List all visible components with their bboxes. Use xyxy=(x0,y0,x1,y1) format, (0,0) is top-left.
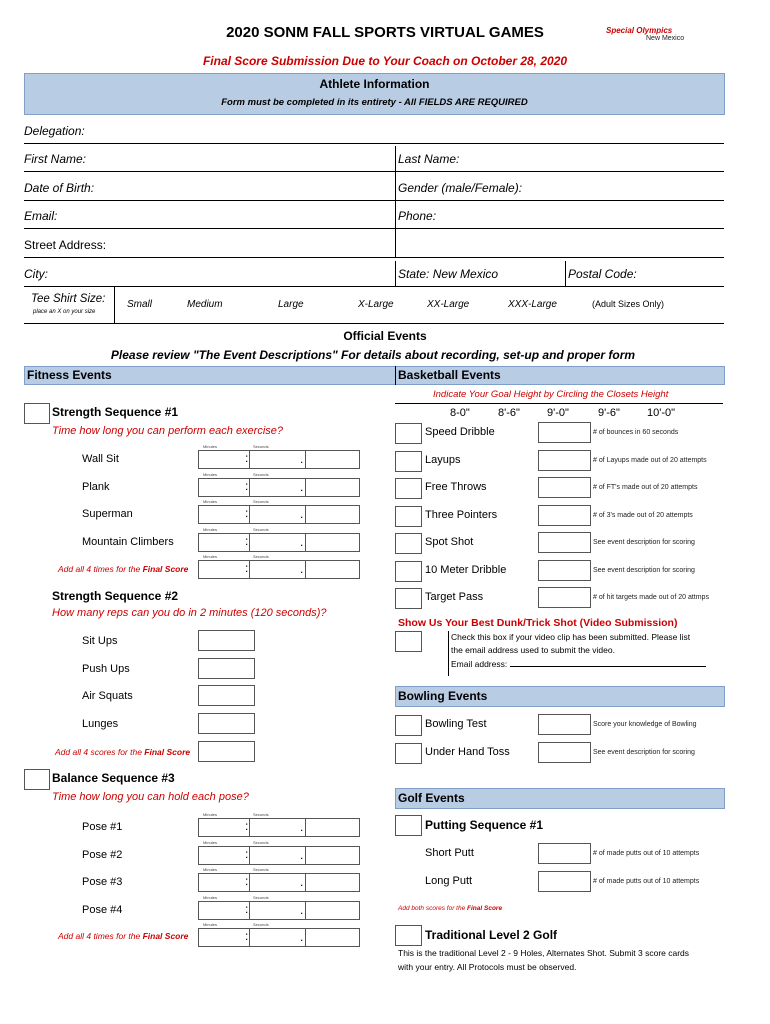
seconds-input[interactable] xyxy=(249,505,307,524)
divider xyxy=(565,261,566,287)
event-name: 10 Meter Dribble xyxy=(425,563,507,576)
bowling-header xyxy=(395,686,725,707)
score-input[interactable] xyxy=(538,422,591,443)
dot-separator: . xyxy=(300,902,304,917)
dob-field[interactable] xyxy=(24,181,724,201)
level2-description xyxy=(398,946,689,974)
first-name-label: First Name: xyxy=(24,152,87,166)
exercise-label: Pose #2 xyxy=(82,848,123,861)
minutes-label: Minutes xyxy=(203,471,218,477)
colon-separator: : xyxy=(245,929,249,943)
dunk-text-2: the email address used to submit the video. xyxy=(451,645,615,655)
height-option[interactable]: 8'-6" xyxy=(498,407,520,419)
reps-input[interactable] xyxy=(198,630,255,651)
dunk-instructions xyxy=(448,631,721,676)
minutes-label: Minutes xyxy=(203,894,218,900)
balance3-prompt: Time how long you can hold each pose? xyxy=(52,791,249,803)
dot-separator: . xyxy=(300,479,304,494)
dot-separator: . xyxy=(300,452,304,466)
dunk-email-label: Email address: xyxy=(451,659,508,669)
golf-both-bold: Final Score xyxy=(467,905,503,912)
seconds-label: Seconds xyxy=(253,499,269,504)
colon-separator: : xyxy=(245,819,249,833)
size-xxlarge[interactable]: XX-Large xyxy=(427,299,470,310)
height-option[interactable]: 9'-0" xyxy=(547,407,569,419)
email-label: Email: xyxy=(24,209,58,223)
exercise-label: Lunges xyxy=(82,718,119,730)
hundredths-input[interactable] xyxy=(305,901,360,920)
reps-input[interactable] xyxy=(198,658,255,679)
minutes-input[interactable] xyxy=(198,450,251,469)
event-name: Free Throws xyxy=(425,481,487,493)
score-input[interactable] xyxy=(538,714,591,735)
state-label: State: New Mexico xyxy=(398,267,499,281)
colon-separator: : xyxy=(245,846,249,861)
tee-shirt-row xyxy=(24,287,724,324)
golf-title: Golf Events xyxy=(398,791,465,805)
seconds-label: Seconds xyxy=(253,444,269,449)
hundredths-input[interactable] xyxy=(305,505,360,524)
tee-shirt-label: Tee Shirt Size: xyxy=(31,293,106,305)
exercise-label: Pose #1 xyxy=(82,821,123,833)
hundredths-input[interactable] xyxy=(305,818,360,837)
score-input[interactable] xyxy=(538,742,591,763)
minutes-input[interactable] xyxy=(198,505,251,524)
score-input[interactable] xyxy=(538,532,591,553)
review-note: Please review "The Event Descriptions" For details about recording, set-up and proper form xyxy=(110,348,636,362)
reps-input[interactable] xyxy=(198,685,255,706)
height-row xyxy=(395,403,723,423)
event-hint: # of made putts out of 10 attempts xyxy=(593,850,700,857)
strength1-checkbox[interactable] xyxy=(24,403,50,424)
putting-checkbox[interactable] xyxy=(395,815,422,836)
last-name-label: Last Name: xyxy=(398,152,460,166)
seconds-input[interactable] xyxy=(249,478,307,497)
event-name: Under Hand Toss xyxy=(425,746,510,758)
balance3-checkbox[interactable] xyxy=(24,769,50,790)
hundredths-input[interactable] xyxy=(305,846,360,865)
event-checkbox[interactable] xyxy=(395,478,422,499)
exercise-label: Mountain Climbers xyxy=(82,535,174,548)
seconds-label: Seconds xyxy=(253,894,269,900)
size-large[interactable]: Large xyxy=(278,299,304,310)
score-input[interactable] xyxy=(538,871,591,892)
seconds-input[interactable] xyxy=(249,928,307,947)
fitness-events-title: Fitness Events xyxy=(27,368,112,382)
colon-separator: : xyxy=(245,874,249,888)
size-small[interactable]: Small xyxy=(127,299,153,310)
strength2-title: Strength Sequence #2 xyxy=(52,589,179,603)
strength1-final-note xyxy=(58,564,188,574)
hundredths-input[interactable] xyxy=(305,450,360,469)
minutes-input[interactable] xyxy=(198,533,251,552)
size-xxxlarge[interactable]: XXX-Large xyxy=(508,299,557,310)
size-options xyxy=(24,299,724,313)
city-label: City: xyxy=(24,267,48,281)
due-date-subtitle: Final Score Submission Due to Your Coach on October 28, 2020 xyxy=(202,54,568,68)
event-hint: Score your knowledge of Bowling xyxy=(593,721,697,728)
event-hint: # of 3's made out of 20 attempts xyxy=(593,511,693,519)
dot-separator: . xyxy=(300,562,304,576)
dob-label: Date of Birth: xyxy=(24,181,95,195)
event-name: Speed Dribble xyxy=(425,426,495,438)
golf-both-text: Add both scores for the xyxy=(398,905,468,912)
score-input[interactable] xyxy=(538,450,591,471)
seconds-label: Seconds xyxy=(253,471,269,477)
logo-line2: New Mexico xyxy=(646,35,685,42)
athlete-info-header xyxy=(24,73,725,115)
event-name: Spot Shot xyxy=(425,536,474,548)
event-hint: # of hit targets made out of 20 attmps xyxy=(593,594,709,601)
strength1-final-text: Add all 4 times for the xyxy=(58,564,143,574)
dunk-email-input[interactable] xyxy=(510,657,706,667)
event-name: Short Putt xyxy=(425,847,474,859)
event-checkbox[interactable] xyxy=(395,588,422,609)
required-note: Form must be completed in its entirety - All FIELDS ARE REQUIRED xyxy=(221,97,528,108)
delegation-label: Delegation: xyxy=(24,124,85,138)
level2-text-1: This is the traditional Level 2 - 9 Holes, Alternates Shot. Submit 3 score cards xyxy=(398,948,690,958)
hundredths-input[interactable] xyxy=(305,533,360,552)
score-input[interactable] xyxy=(538,477,591,498)
athlete-info-title: Athlete Information xyxy=(319,77,430,91)
colon-separator: : xyxy=(245,533,249,548)
balance3-final-note xyxy=(58,931,188,941)
exercise-label: Plank xyxy=(82,480,110,493)
event-name: Layups xyxy=(425,453,461,466)
event-hint: # of FT's made out of 20 attempts xyxy=(593,484,698,491)
colon-separator: : xyxy=(245,451,249,465)
colon-separator: : xyxy=(245,901,249,916)
putting-title: Putting Sequence #1 xyxy=(425,818,544,832)
events-header-bar xyxy=(24,366,725,385)
seconds-label: Seconds xyxy=(253,526,269,532)
postal-label: Postal Code: xyxy=(568,267,637,281)
seconds-input[interactable] xyxy=(249,901,307,920)
seconds-label: Seconds xyxy=(253,867,269,872)
form-title: 2020 SONM FALL SPORTS VIRTUAL GAMES xyxy=(226,24,544,41)
score-input[interactable] xyxy=(538,505,591,526)
divider xyxy=(395,366,396,385)
event-hint: # of made putts out of 10 attempts xyxy=(593,877,700,885)
exercise-label: Sit Ups xyxy=(82,635,118,647)
height-option[interactable]: 10'-0" xyxy=(647,407,676,419)
minutes-input[interactable] xyxy=(198,560,251,579)
reps-input[interactable] xyxy=(198,713,255,734)
golf-both-note xyxy=(398,905,502,912)
first-name-field[interactable] xyxy=(24,152,724,172)
size-medium[interactable]: Medium xyxy=(187,299,223,310)
level2-title: Traditional Level 2 Golf xyxy=(425,928,558,942)
minutes-label: Minutes xyxy=(203,867,218,872)
divider xyxy=(395,261,396,287)
size-xlarge[interactable]: X-Large xyxy=(358,299,394,310)
goal-height-note: Indicate Your Goal Height by Circling the Closets Height xyxy=(433,389,669,400)
street-field[interactable] xyxy=(24,238,724,258)
seconds-label: Seconds xyxy=(253,554,269,559)
minutes-label: Minutes xyxy=(203,839,218,845)
dot-separator: . xyxy=(300,930,304,944)
event-hint: See event description for scoring xyxy=(593,539,695,546)
minutes-input[interactable] xyxy=(198,873,251,892)
tee-shirt-hint: place an X on your size xyxy=(33,309,96,315)
phone-label: Phone: xyxy=(398,209,437,223)
seconds-input[interactable] xyxy=(249,846,307,865)
colon-separator: : xyxy=(245,506,249,520)
minutes-input[interactable] xyxy=(198,901,251,920)
strength1-final-bold: Final Score xyxy=(142,564,189,574)
special-olympics-logo xyxy=(606,26,686,48)
golf-header xyxy=(395,788,725,809)
minutes-label: Minutes xyxy=(203,554,218,559)
bowling-title: Bowling Events xyxy=(398,689,488,703)
adult-sizes-note: (Adult Sizes Only) xyxy=(592,299,665,309)
event-name: Long Putt xyxy=(425,874,473,887)
exercise-label: Air Squats xyxy=(82,690,133,702)
dunk-text-1: Check this box if your video clip has been submitted. Please list xyxy=(451,632,691,642)
hundredths-input[interactable] xyxy=(305,928,360,947)
event-hint: # of bounces in 60 seconds xyxy=(593,429,679,436)
exercise-label: Wall Sit xyxy=(82,453,119,465)
minutes-label: Minutes xyxy=(203,444,218,449)
delegation-field[interactable] xyxy=(24,124,724,144)
dot-separator: . xyxy=(300,534,304,549)
seconds-input[interactable] xyxy=(249,560,307,579)
strength2-final-text: Add all 4 scores for the xyxy=(55,747,145,757)
level2-checkbox[interactable] xyxy=(395,925,422,946)
minutes-label: Minutes xyxy=(203,922,218,927)
minutes-input[interactable] xyxy=(198,928,251,947)
score-input[interactable] xyxy=(538,843,591,864)
email-field[interactable] xyxy=(24,209,724,229)
event-checkbox[interactable] xyxy=(395,423,422,444)
minutes-label: Minutes xyxy=(203,526,218,532)
event-hint: See event description for scoring xyxy=(593,566,695,574)
dunk-checkbox[interactable] xyxy=(395,631,422,652)
basketball-events-title: Basketball Events xyxy=(398,368,501,382)
event-name: Target Pass xyxy=(425,591,484,603)
exercise-label: Superman xyxy=(82,508,133,520)
seconds-label: Seconds xyxy=(253,812,269,817)
event-checkbox[interactable] xyxy=(395,743,422,764)
level2-text-2: with your entry. All Protocols must be observed. xyxy=(398,962,577,972)
exercise-label: Push Ups xyxy=(82,663,130,675)
official-events-title: Official Events xyxy=(343,329,427,343)
seconds-input[interactable] xyxy=(249,450,307,469)
seconds-input[interactable] xyxy=(249,533,307,552)
event-hint: # of Layups made out of 20 attempts xyxy=(593,456,707,464)
exercise-label: Pose #3 xyxy=(82,876,123,888)
balance3-final-bold: Final Score xyxy=(142,931,189,941)
minutes-input[interactable] xyxy=(198,846,251,865)
dot-separator: . xyxy=(300,875,304,889)
hundredths-input[interactable] xyxy=(305,873,360,892)
dot-separator: . xyxy=(300,507,304,521)
height-option[interactable]: 9'-6" xyxy=(598,407,620,419)
event-checkbox[interactable] xyxy=(395,506,422,527)
minutes-label: Minutes xyxy=(203,812,218,817)
balance3-final-text: Add all 4 times for the xyxy=(58,931,143,941)
hundredths-input[interactable] xyxy=(305,560,360,579)
minutes-input[interactable] xyxy=(198,478,251,497)
event-checkbox[interactable] xyxy=(395,561,422,582)
strength1-title: Strength Sequence #1 xyxy=(52,405,179,419)
colon-separator: : xyxy=(245,478,249,493)
seconds-input[interactable] xyxy=(249,818,307,837)
gender-label: Gender (male/Female): xyxy=(398,181,523,195)
strength2-final-bold: Final Score xyxy=(144,747,191,757)
exercise-label: Pose #4 xyxy=(82,903,123,916)
minutes-input[interactable] xyxy=(198,818,251,837)
hundredths-input[interactable] xyxy=(305,478,360,497)
reps-input[interactable] xyxy=(198,741,255,762)
strength1-prompt: Time how long you can perform each exercise? xyxy=(52,425,284,437)
height-option[interactable]: 8-0" xyxy=(450,407,470,419)
dot-separator: . xyxy=(300,847,304,862)
seconds-label: Seconds xyxy=(253,839,269,845)
event-hint: See event description for scoring xyxy=(593,749,695,756)
balance3-title: Balance Sequence #3 xyxy=(52,771,175,785)
score-input[interactable] xyxy=(538,587,591,608)
seconds-input[interactable] xyxy=(249,873,307,892)
logo-line1: Special Olympics xyxy=(606,26,673,35)
street-label: Street Address: xyxy=(24,238,107,252)
strength2-prompt: How many reps can you do in 2 minutes (120 seconds)? xyxy=(52,607,327,619)
event-name: Three Pointers xyxy=(425,508,498,521)
strength2-final-note xyxy=(55,747,190,757)
minutes-label: Minutes xyxy=(203,499,218,504)
dunk-title: Show Us Your Best Dunk/Trick Shot (Video Submission) xyxy=(398,617,678,629)
colon-separator: : xyxy=(245,561,249,575)
seconds-label: Seconds xyxy=(253,922,269,927)
event-name: Bowling Test xyxy=(425,718,487,730)
dot-separator: . xyxy=(300,820,304,834)
event-checkbox[interactable] xyxy=(395,533,422,554)
event-checkbox[interactable] xyxy=(395,451,422,472)
score-input[interactable] xyxy=(538,560,591,581)
event-checkbox[interactable] xyxy=(395,715,422,736)
